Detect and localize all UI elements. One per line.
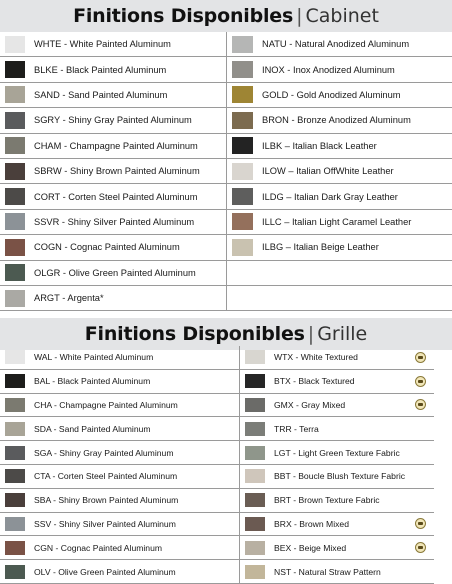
finish-label: BRT - Brown Texture Fabric bbox=[274, 495, 380, 506]
cabinet-subtitle: Cabinet bbox=[305, 5, 379, 27]
finish-label: SBRW - Shiny Brown Painted Aluminum bbox=[34, 166, 200, 177]
color-swatch bbox=[5, 541, 25, 555]
color-swatch bbox=[232, 36, 253, 53]
finish-label: SBA - Shiny Brown Painted Aluminum bbox=[34, 495, 179, 506]
finish-row bbox=[0, 108, 227, 133]
color-swatch bbox=[5, 213, 25, 230]
color-swatch bbox=[232, 188, 253, 205]
color-swatch bbox=[245, 493, 265, 507]
finish-label: SSVR - Shiny Silver Painted Aluminum bbox=[34, 216, 195, 227]
finish-label: GOLD - Gold Anodized Aluminum bbox=[262, 89, 401, 100]
color-swatch bbox=[5, 517, 25, 531]
color-swatch bbox=[245, 446, 265, 460]
color-swatch bbox=[5, 374, 25, 388]
finish-label: WHTE - White Painted Aluminum bbox=[34, 39, 171, 50]
mixed-finish-icon bbox=[415, 542, 426, 553]
color-swatch bbox=[5, 493, 25, 507]
finish-label: SGA - Shiny Gray Painted Aluminum bbox=[34, 447, 174, 458]
color-swatch bbox=[232, 239, 253, 256]
finish-row bbox=[227, 210, 452, 235]
finish-row bbox=[0, 261, 227, 286]
color-swatch bbox=[5, 264, 25, 281]
finish-row bbox=[0, 235, 227, 260]
color-swatch bbox=[5, 112, 25, 129]
finish-row bbox=[240, 417, 434, 441]
finish-label: ARGT - Argenta* bbox=[34, 293, 104, 304]
color-swatch bbox=[245, 422, 265, 436]
finish-label: NST - Natural Straw Pattern bbox=[274, 566, 381, 577]
finish-row bbox=[0, 346, 240, 370]
color-swatch bbox=[5, 163, 25, 180]
finish-label: WAL - White Painted Aluminum bbox=[34, 352, 154, 363]
grille-title: Finitions Disponibles bbox=[84, 323, 305, 345]
finish-row bbox=[240, 346, 434, 370]
finish-row bbox=[0, 465, 240, 489]
color-swatch bbox=[5, 469, 25, 483]
finish-label: GMX - Gray Mixed bbox=[274, 399, 346, 410]
finish-row bbox=[0, 370, 240, 394]
finish-label: TRR - Terra bbox=[274, 423, 319, 434]
finish-row bbox=[227, 83, 452, 108]
color-swatch bbox=[245, 374, 265, 388]
finish-row bbox=[240, 489, 434, 513]
finish-label: BRX - Brown Mixed bbox=[274, 518, 349, 529]
color-swatch bbox=[5, 290, 25, 307]
cabinet-title: Finitions Disponibles bbox=[73, 5, 294, 27]
finish-label: ILBK – Italian Black Leather bbox=[262, 140, 377, 151]
finish-row bbox=[0, 83, 227, 108]
title-separator: | bbox=[296, 5, 303, 27]
finish-row bbox=[0, 286, 227, 311]
finish-row bbox=[0, 57, 227, 82]
finish-label: BEX - Beige Mixed bbox=[274, 542, 347, 553]
color-swatch bbox=[5, 350, 25, 364]
color-swatch bbox=[245, 541, 265, 555]
color-swatch bbox=[5, 61, 25, 78]
finish-label: ILDG – Italian Dark Gray Leather bbox=[262, 191, 398, 202]
color-swatch bbox=[5, 398, 25, 412]
color-swatch bbox=[245, 350, 265, 364]
finish-label: BBT - Boucle Blush Texture Fabric bbox=[274, 471, 406, 482]
finish-row bbox=[227, 184, 452, 209]
finish-label: SDA - Sand Painted Aluminum bbox=[34, 423, 151, 434]
finish-label: CHA - Champagne Painted Aluminum bbox=[34, 399, 178, 410]
finish-row bbox=[227, 235, 452, 260]
finish-row bbox=[227, 108, 452, 133]
finish-row bbox=[0, 536, 240, 560]
color-swatch bbox=[232, 61, 253, 78]
finish-row bbox=[227, 57, 452, 82]
finish-row bbox=[0, 513, 240, 537]
finish-row bbox=[0, 560, 240, 584]
finish-row bbox=[0, 159, 227, 184]
color-swatch bbox=[245, 469, 265, 483]
grille-finishes-table bbox=[0, 346, 452, 584]
finish-label: COGN - Cognac Painted Aluminum bbox=[34, 242, 180, 253]
finish-row bbox=[0, 489, 240, 513]
finish-row bbox=[240, 441, 434, 465]
color-swatch bbox=[232, 137, 253, 154]
color-swatch bbox=[5, 239, 25, 256]
color-swatch bbox=[245, 398, 265, 412]
finish-row bbox=[0, 210, 227, 235]
finish-row bbox=[0, 394, 240, 418]
finish-row bbox=[240, 394, 434, 418]
finish-label: LGT - Light Green Texture Fabric bbox=[274, 447, 400, 458]
finish-row bbox=[240, 370, 434, 394]
color-swatch bbox=[232, 163, 253, 180]
finish-label: CGN - Cognac Painted Aluminum bbox=[34, 542, 163, 553]
finish-row bbox=[227, 32, 452, 57]
finish-label: SGRY - Shiny Gray Painted Aluminum bbox=[34, 115, 192, 126]
title-separator: | bbox=[307, 323, 315, 345]
color-swatch bbox=[5, 36, 25, 53]
finish-label: BTX - Black Textured bbox=[274, 376, 355, 387]
color-swatch bbox=[5, 446, 25, 460]
color-swatch bbox=[5, 137, 25, 154]
mixed-finish-icon bbox=[415, 376, 426, 387]
finish-row bbox=[0, 417, 240, 441]
finish-row bbox=[240, 536, 434, 560]
cabinet-header bbox=[0, 0, 452, 32]
finish-label: ILBG – Italian Beige Leather bbox=[262, 242, 379, 253]
finish-label: OLGR - Olive Green Painted Aluminum bbox=[34, 267, 196, 278]
color-swatch bbox=[232, 213, 253, 230]
finish-label: BRON - Bronze Anodized Aluminum bbox=[262, 115, 411, 126]
finish-row bbox=[227, 286, 452, 311]
grille-subtitle: Grille bbox=[317, 323, 368, 345]
color-swatch bbox=[5, 86, 25, 103]
color-swatch bbox=[232, 112, 253, 129]
finish-row bbox=[0, 32, 227, 57]
finish-label: WTX - White Textured bbox=[274, 352, 358, 363]
finish-label: ILOW – Italian OffWhite Leather bbox=[262, 166, 394, 177]
finish-label: CHAM - Champagne Painted Aluminum bbox=[34, 140, 198, 151]
color-swatch bbox=[232, 86, 253, 103]
finish-label: BAL - Black Painted Aluminum bbox=[34, 376, 151, 387]
finish-label: SSV - Shiny Silver Painted Aluminum bbox=[34, 518, 176, 529]
finish-label: CORT - Corten Steel Painted Aluminum bbox=[34, 191, 198, 202]
finish-row bbox=[240, 560, 434, 584]
mixed-finish-icon bbox=[415, 399, 426, 410]
finish-label: NATU - Natural Anodized Aluminum bbox=[262, 39, 410, 50]
color-swatch bbox=[5, 422, 25, 436]
finish-row bbox=[0, 184, 227, 209]
color-swatch bbox=[5, 565, 25, 579]
finish-label: INOX - Inox Anodized Aluminum bbox=[262, 64, 395, 75]
finish-row bbox=[240, 465, 434, 489]
finish-label: CTA - Corten Steel Painted Aluminum bbox=[34, 471, 178, 482]
finish-label: SAND - Sand Painted Aluminum bbox=[34, 89, 168, 100]
finish-row bbox=[0, 441, 240, 465]
mixed-finish-icon bbox=[415, 352, 426, 363]
color-swatch bbox=[5, 188, 25, 205]
finish-label: ILLC – Italian Light Caramel Leather bbox=[262, 216, 412, 227]
finish-label: BLKE - Black Painted Aluminum bbox=[34, 64, 167, 75]
finish-row bbox=[227, 159, 452, 184]
finish-row bbox=[0, 134, 227, 159]
color-swatch bbox=[245, 517, 265, 531]
finish-row bbox=[240, 513, 434, 537]
finish-row bbox=[227, 134, 452, 159]
finish-label: OLV - Olive Green Painted Aluminum bbox=[34, 566, 176, 577]
cabinet-finishes-table bbox=[0, 32, 452, 312]
finish-row bbox=[227, 261, 452, 286]
mixed-finish-icon bbox=[415, 518, 426, 529]
color-swatch bbox=[245, 565, 265, 579]
